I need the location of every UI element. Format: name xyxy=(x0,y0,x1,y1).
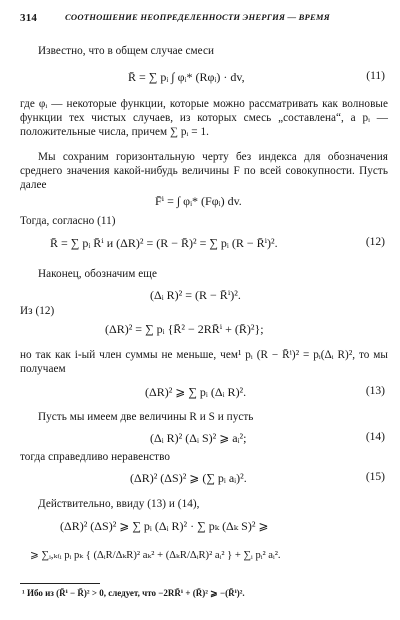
paragraph-2: где φᵢ — некоторые функции, которые можно рассматривать как волновые функции тех чистых случаев, из которых смесь „составлена“, а pᵢ — положительные числа, причем ∑ pᵢ = 1. xyxy=(20,98,388,138)
paragraph-5: Наконец, обозначим еще xyxy=(38,268,157,280)
equation-number-11: (11) xyxy=(366,70,385,82)
equation-expansion: (ΔR)² = ∑ pᵢ {R̄² − 2RR̄ⁱ + (R̄)²}; xyxy=(105,322,264,336)
equation-product-1: (ΔR)² (ΔS)² ⩾ ∑ pᵢ (Δᵢ R)² · ∑ pₖ (Δₖ S)² ⩾ xyxy=(60,519,269,533)
equation-number-12: (12) xyxy=(365,236,385,248)
equation-mean-f: F̄ⁱ = ∫ φᵢ* (Fφᵢ) dv. xyxy=(155,194,242,208)
page-number: 314 xyxy=(20,12,38,24)
footnote-rule xyxy=(20,583,100,584)
paragraph-6: Из (12) xyxy=(20,305,55,317)
paragraph-3: Мы сохраним горизонтальную черту без индекса для обозначения среднего значения какой-нибудь величины F по всей совокупности. Пусть далее xyxy=(20,151,388,191)
running-header xyxy=(20,12,390,24)
equation-product-2: ⩾ ∑ᵢ,ₖ₍ᵢ pᵢ pₖ { (ΔᵢR/ΔₖR)² aₖ² + (ΔₖR/ΔᵢR)² aᵢ² } + ∑ᵢ pᵢ² aᵢ². xyxy=(30,550,281,561)
paragraph-9: тогда справедливо неравенство xyxy=(20,451,171,463)
equation-number-13: (13) xyxy=(365,385,385,397)
paragraph-1: Известно, что в общем случае смеси xyxy=(38,45,215,57)
equation-number-14: (14) xyxy=(365,431,385,443)
equation-14: (Δᵢ R)² (Δᵢ S)² ⩾ aᵢ²; xyxy=(150,431,247,445)
equation-11: R̄ = ∑ pᵢ ∫ φᵢ* (Rφᵢ) · dv, xyxy=(128,70,245,84)
equation-15: (ΔR)² (ΔS)² ⩾ (∑ pᵢ aᵢ)². xyxy=(130,471,247,485)
equation-12: R̄ = ∑ pᵢ R̄ⁱ и (ΔR)² = (R − R̄)² = ∑ pᵢ (R − R̄ⁱ)². xyxy=(50,236,278,250)
equation-13: (ΔR)² ⩾ ∑ pᵢ (Δᵢ R)². xyxy=(145,385,247,399)
paragraph-4: Тогда, согласно (11) xyxy=(20,215,116,227)
paragraph-8: Пусть мы имеем две величины R и S и пусть xyxy=(38,411,254,423)
footnote: ¹ Ибо из (R̄ⁱ − R̄)² > 0, следует, что −2RR̄ⁱ + (R̄)² ⩾ −(R̄ⁱ)². xyxy=(22,588,245,598)
equation-delta-i: (Δᵢ R)² = (R − R̄ⁱ)². xyxy=(150,288,241,302)
paragraph-7: но так как i-ый член суммы не меньше, чем¹ pᵢ (R − R̄ⁱ)² = pᵢ(Δᵢ R)², то мы получаем xyxy=(20,349,388,375)
equation-number-15: (15) xyxy=(365,471,385,483)
running-title: СООТНОШЕНИЕ НЕОПРЕДЕЛЕННОСТИ ЭНЕРГИЯ — ВРЕМЯ xyxy=(65,12,330,22)
paragraph-10: Действительно, ввиду (13) и (14), xyxy=(38,498,200,510)
